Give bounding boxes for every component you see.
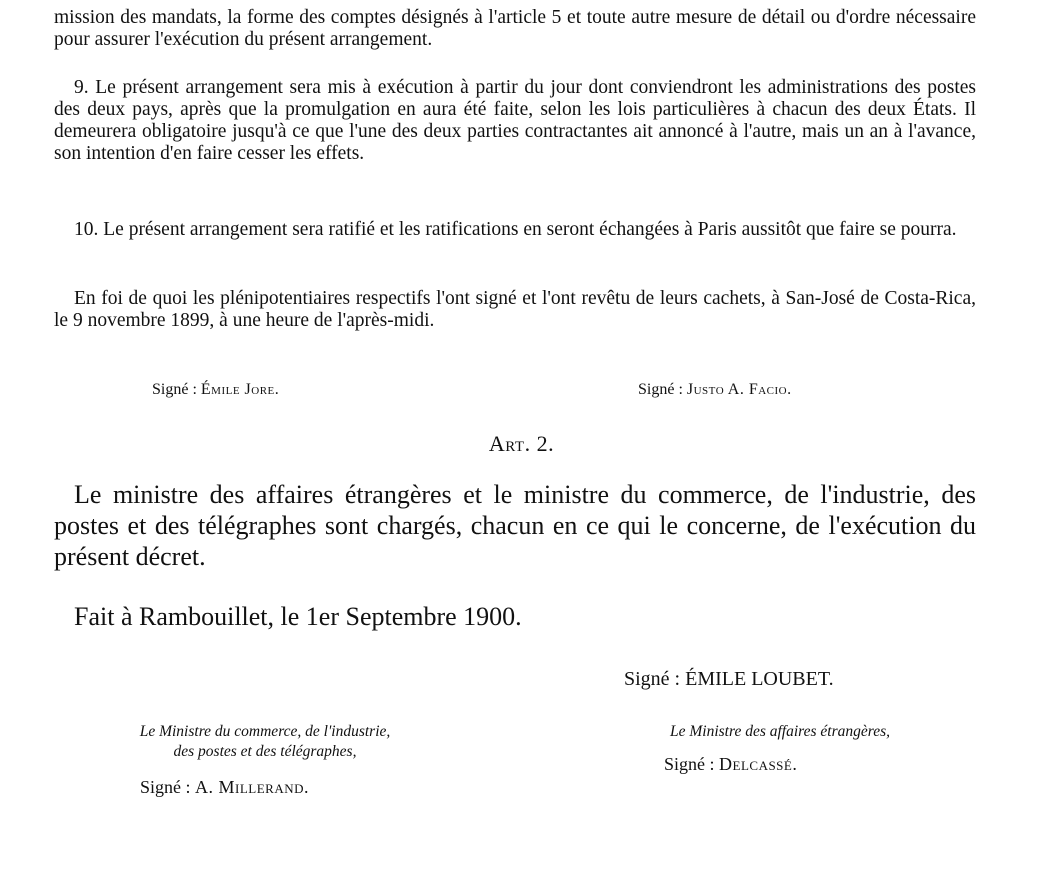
top-paragraph: mission des mandats, la forme des comptes désignés à l'article 5 et toute autre mesure de détail ou d'ordre nécessaire pour assurer l'exécution du présent arrangement.: [54, 7, 976, 50]
minister-title-line: Le Ministre des affaires étrangères,: [670, 723, 890, 740]
signature-name: Justo A. Facio.: [686, 381, 792, 398]
signature-delcasse: [664, 753, 797, 775]
signature-name: A. Millerand.: [195, 777, 310, 797]
signature-prefix: Signé :: [152, 381, 197, 398]
article-2-paragraph: Le ministre des affaires étrangères et le ministre du commerce, de l'industrie, des postes et des télégraphes sont chargés, chacun en ce qui le concerne, de l'exécution du présent décret.: [54, 480, 976, 571]
article-9-paragraph: 9. Le présent arrangement sera mis à exécution à partir du jour dont conviendront les administrations des postes des deux pays, après que la promulgation en aura été faite, selon les lois particulières à chacun des deux États. Il demeurera obligatoire jusqu'à ce que l'une des deux parties contractantes ait annoncé à l'autre, mais un an à l'avance, son intention d'en faire cesser les effets.: [54, 77, 976, 164]
minister-commerce-title: [40, 722, 490, 762]
fait-line: Fait à Rambouillet, le 1er Septembre 1900.: [74, 602, 522, 631]
article-heading: Art. 2.: [488, 431, 555, 456]
signature-facio: [638, 380, 792, 400]
signature-prefix: Signé :: [638, 381, 683, 398]
signature-jore: [152, 380, 279, 400]
minister-title-line: des postes et des télégraphes,: [173, 743, 357, 760]
signature-millerand: [140, 776, 309, 798]
article-10-paragraph: 10. Le présent arrangement sera ratifié et les ratifications en seront échangées à Paris aussitôt que faire se pourra.: [74, 219, 957, 240]
minister-title-line: Le Ministre du commerce, de l'industrie,: [139, 723, 391, 740]
en-foi-paragraph: En foi de quoi les plénipotentiaires respectifs l'ont signé et l'ont revêtu de leurs cachets, à San-José de Costa-Rica, le 9 novembre 1899, à une heure de l'après-midi.: [54, 288, 976, 331]
signature-name: Delcassé.: [719, 754, 798, 774]
signature-prefix: Signé :: [664, 754, 715, 774]
minister-affaires-title: [560, 722, 1000, 742]
signature-prefix: Signé :: [140, 777, 191, 797]
president-signature: Signé : ÉMILE LOUBET.: [624, 668, 834, 690]
signature-name: Émile Jore.: [200, 381, 280, 398]
